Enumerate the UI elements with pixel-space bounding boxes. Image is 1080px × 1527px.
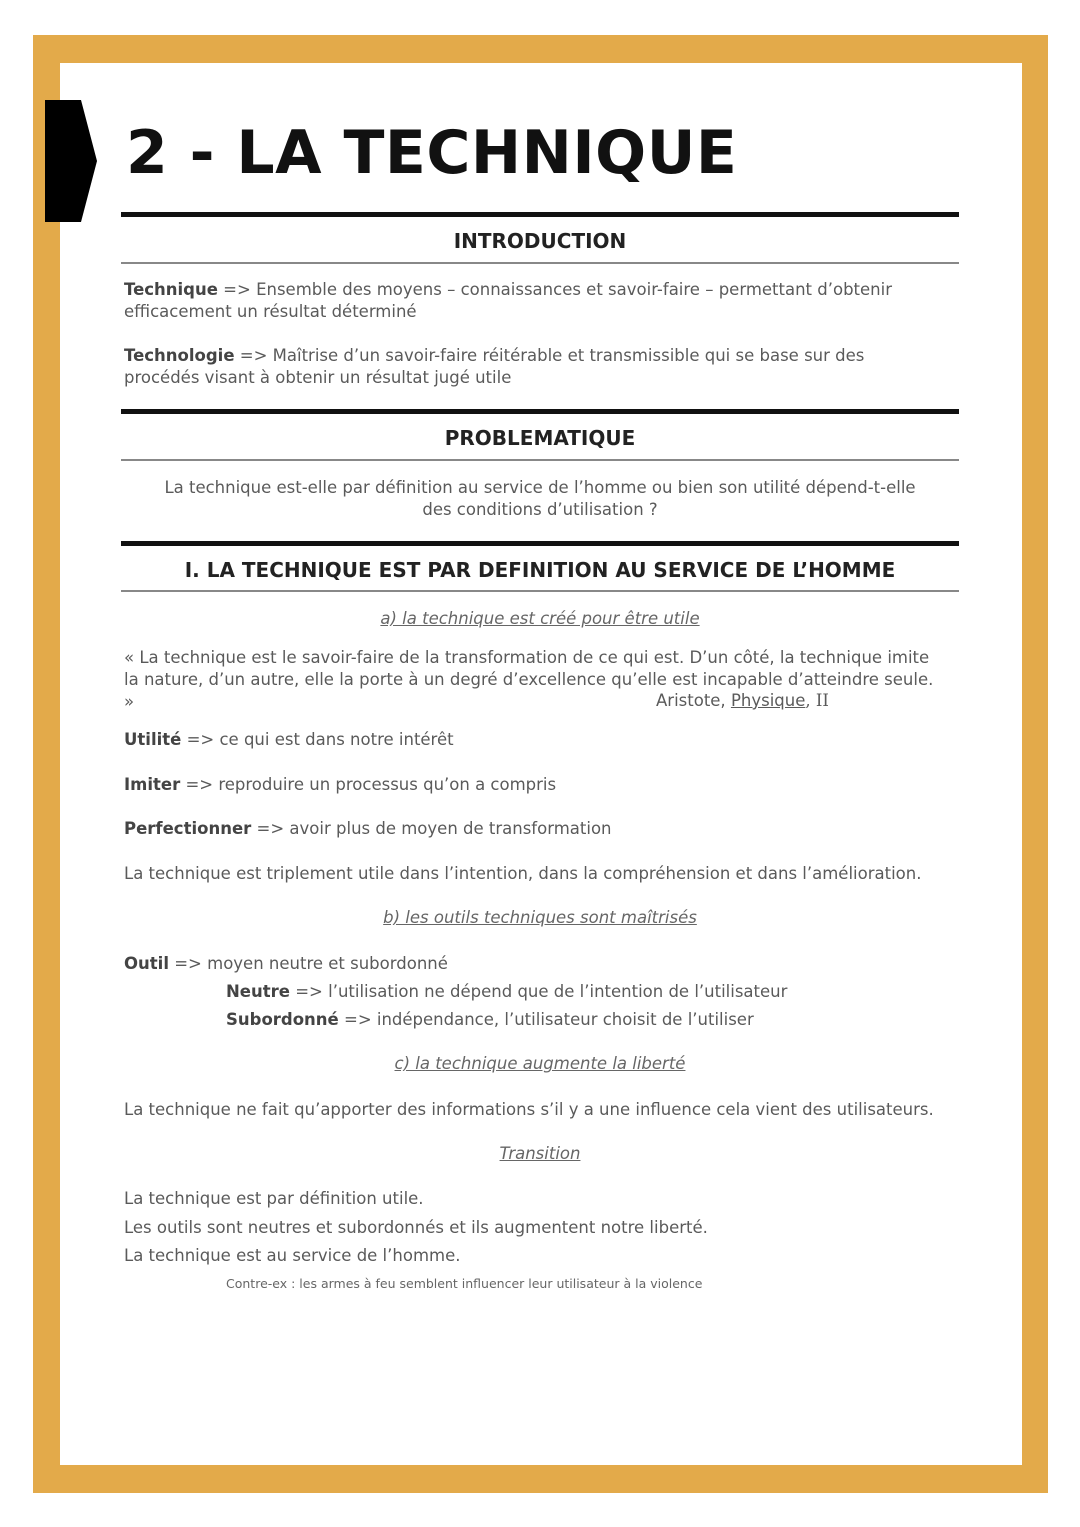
chapter-tab-marker — [45, 100, 97, 222]
divider — [121, 541, 959, 546]
counter-example-note: Contre-ex : les armes à feu semblent influencer leur utilisateur à la violence — [226, 1276, 703, 1291]
definition-technologie — [124, 345, 944, 389]
term: Technique — [124, 280, 218, 299]
transition-line-1: La technique est par définition utile. — [124, 1189, 424, 1208]
definition-neutre — [226, 981, 946, 1003]
paragraph-liberte: La technique ne fait qu’apporter des informations s’il y a une influence cela vient des utilisateurs. — [124, 1100, 934, 1119]
definition-text: => Maîtrise d’un savoir-faire réitérable et transmissible qui se base sur des procédés visant à obtenir un résultat jugé utile — [124, 346, 865, 387]
definition-text: => Ensemble des moyens – connaissances et savoir-faire – permettant d’obtenir efficacement un résultat déterminé — [124, 280, 892, 321]
divider — [121, 409, 959, 414]
quote-work: Physique — [730, 691, 806, 710]
paragraph-triple-utilite: La technique est triplement utile dans l’intention, dans la compréhension et dans l’amélioration. — [124, 864, 922, 883]
divider — [121, 212, 959, 217]
term: Neutre — [226, 982, 290, 1001]
definition-outil — [124, 953, 944, 975]
section-heading-problematique: PROBLEMATIQUE — [444, 426, 636, 450]
transition-line-2: Les outils sont neutres et subordonnés et ils augmentent notre liberté. — [124, 1218, 708, 1237]
definition-text: => reproduire un processus qu’on a compris — [180, 775, 557, 794]
quote-suffix: , II — [805, 691, 829, 710]
definition-utilite — [124, 729, 944, 751]
term: Imiter — [124, 775, 181, 794]
definition-text: => moyen neutre et subordonné — [168, 954, 448, 973]
quote-attribution — [656, 690, 936, 712]
quote: « La technique est le savoir-faire de la transformation de ce qui est. D’un côté, la technique imite la nature, d’un autre, elle la porte à un degré d’excellence qu’elle est incapable d’atteindre seule. » — [124, 648, 934, 711]
divider — [121, 590, 959, 592]
term: Technologie — [124, 346, 235, 365]
section-heading-introduction: INTRODUCTION — [453, 229, 627, 253]
problematique-question: La technique est-elle par définition au service de l’homme ou bien son utilité dépend-t-elle des conditions d’utilisation ? — [164, 478, 916, 519]
subheading-b: b) les outils techniques sont maîtrisés — [383, 908, 697, 927]
definition-perfectionner — [124, 818, 944, 840]
page-title: 2 - LA TECHNIQUE — [126, 118, 738, 188]
subheading-c: c) la technique augmente la liberté — [394, 1054, 686, 1073]
term: Subordonné — [226, 1010, 339, 1029]
definition-text: => indépendance, l’utilisateur choisit de l’utiliser — [338, 1010, 754, 1029]
subheading-transition: Transition — [499, 1144, 581, 1163]
term: Perfectionner — [124, 819, 252, 838]
definition-text: => avoir plus de moyen de transformation — [251, 819, 612, 838]
term: Outil — [124, 954, 169, 973]
quote-author: Aristote, — [656, 691, 731, 710]
definition-text: => ce qui est dans notre intérêt — [181, 730, 454, 749]
definition-subordonne — [226, 1009, 946, 1031]
divider — [121, 459, 959, 461]
section-heading-part1: I. LA TECHNIQUE EST PAR DEFINITION AU SERVICE DE L’HOMME — [184, 558, 896, 582]
definition-text: => l’utilisation ne dépend que de l’intention de l’utilisateur — [289, 982, 788, 1001]
definition-imiter — [124, 774, 944, 796]
term: Utilité — [124, 730, 182, 749]
transition-line-3: La technique est au service de l’homme. — [124, 1246, 461, 1265]
subheading-a: a) la technique est créé pour être utile — [380, 609, 700, 628]
divider — [121, 262, 959, 264]
definition-technique — [124, 279, 944, 323]
